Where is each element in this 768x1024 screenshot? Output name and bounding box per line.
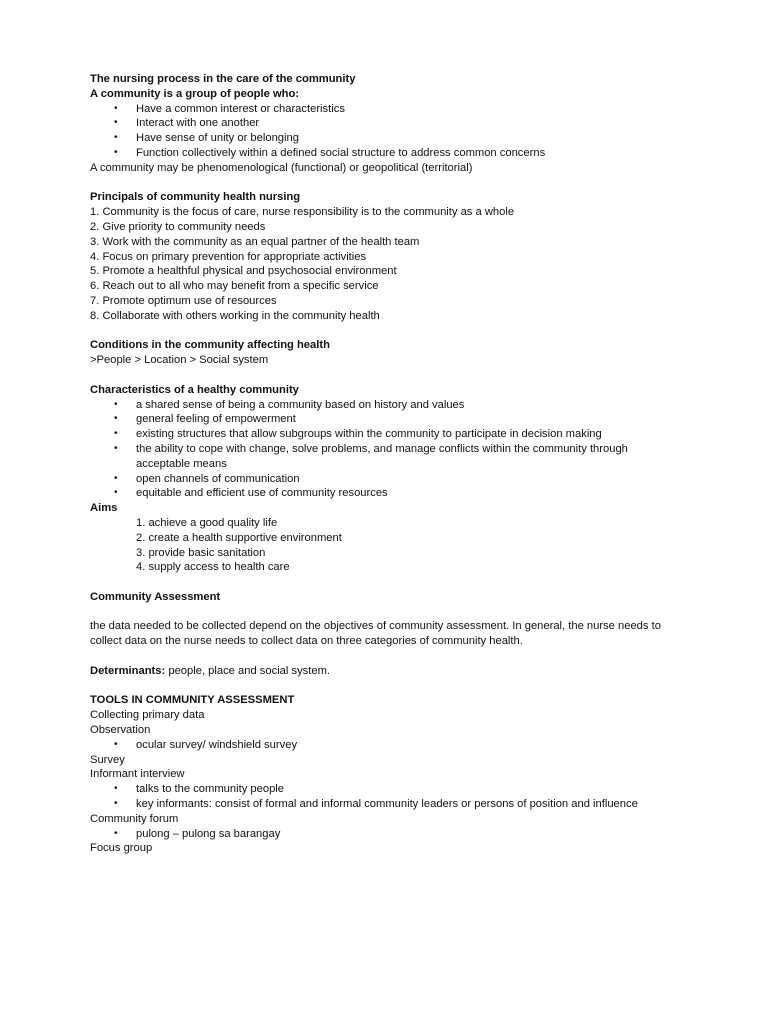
determinants-label: Determinants: xyxy=(90,664,166,677)
bullet-icon: • xyxy=(114,738,118,750)
list-item: • key informants: consist of formal and informal community leaders or persons of position and influence xyxy=(114,798,638,811)
bullet-icon: • xyxy=(114,428,118,440)
list-item: 4. supply access to health care xyxy=(136,561,290,574)
principal-item: 6. Reach out to all who may benefit from a specific service xyxy=(90,280,379,293)
document-page xyxy=(90,72,690,856)
principal-item: 7. Promote optimum use of resources xyxy=(90,294,277,307)
principal-item: 3. Work with the community as an equal partner of the health team xyxy=(90,235,420,248)
bullet-icon: • xyxy=(114,117,118,129)
list-item: • equitable and efficient use of community resources xyxy=(114,487,388,500)
list-item: • pulong – pulong sa barangay xyxy=(114,827,281,840)
list-item: • general feeling of empowerment xyxy=(114,413,296,426)
forum-bullet-list xyxy=(90,827,690,842)
bullet-icon: • xyxy=(114,146,118,158)
list-item: • Interact with one another xyxy=(114,117,260,130)
principal-item: 5. Promote a healthful physical and psychosocial environment xyxy=(90,265,397,278)
bullet-icon: • xyxy=(114,413,118,425)
bullet-icon: • xyxy=(114,442,118,454)
principal-item: 4. Focus on primary prevention for appropriate activities xyxy=(90,250,367,263)
observation-bullet-list xyxy=(90,738,690,753)
principal-item: 8. Collaborate with others working in the community health xyxy=(90,309,380,322)
list-item: • the ability to cope with change, solve problems, and manage conflicts within the community through acceptable means xyxy=(114,442,628,470)
list-item: • Have a common interest or characteristics xyxy=(114,102,345,115)
assessment-heading: Community Assessment xyxy=(90,590,221,603)
determinants-line xyxy=(90,664,690,679)
list-item: • a shared sense of being a community based on history and values xyxy=(114,398,465,411)
list-item: 3. provide basic sanitation xyxy=(136,546,266,559)
list-item: • ocular survey/ windshield survey xyxy=(114,738,298,751)
community-definition-heading: A community is a group of people who: xyxy=(90,87,300,100)
conditions-text: >People > Location > Social system xyxy=(90,354,269,367)
bullet-icon: • xyxy=(114,472,118,484)
list-item: • Function collectively within a defined social structure to address common concerns xyxy=(114,146,546,159)
aims-heading: Aims xyxy=(90,502,118,515)
determinants-text: people, place and social system. xyxy=(165,664,331,677)
bullet-icon: • xyxy=(114,132,118,144)
informant-bullet-list xyxy=(90,782,690,812)
list-item: 1. achieve a good quality life xyxy=(136,516,278,529)
principals-heading: Principals of community health nursing xyxy=(90,191,301,204)
bullet-icon: • xyxy=(114,783,118,795)
conditions-heading: Conditions in the community affecting health xyxy=(90,339,330,352)
community-bullet-list xyxy=(90,102,690,161)
characteristics-bullet-list xyxy=(90,398,690,502)
informant-interview-text: Informant interview xyxy=(90,768,185,781)
assessment-paragraph: the data needed to be collected depend on the objectives of community assessment. In general, the nurse needs to collect data on the nurse needs to collect data on three categories of community health. xyxy=(90,620,661,648)
bullet-icon: • xyxy=(114,102,118,114)
survey-text: Survey xyxy=(90,753,125,766)
collecting-primary-text: Collecting primary data xyxy=(90,709,205,722)
principal-item: 1. Community is the focus of care, nurse responsibility is to the community as a whole xyxy=(90,206,515,219)
list-item: • talks to the community people xyxy=(114,783,284,796)
bullet-icon: • xyxy=(114,398,118,410)
document-title: The nursing process in the care of the community xyxy=(90,73,356,85)
list-item: • existing structures that allow subgroups within the community to participate in decision making xyxy=(114,428,602,441)
observation-text: Observation xyxy=(90,724,151,737)
tools-heading: TOOLS IN COMMUNITY ASSESSMENT xyxy=(90,694,295,707)
community-type-text: A community may be phenomenological (functional) or geopolitical (territorial) xyxy=(90,161,473,174)
list-item: • open channels of communication xyxy=(114,472,300,485)
list-item: • Have sense of unity or belonging xyxy=(114,132,299,145)
bullet-icon: • xyxy=(114,798,118,810)
community-forum-text: Community forum xyxy=(90,812,179,825)
principal-item: 2. Give priority to community needs xyxy=(90,220,266,233)
bullet-icon: • xyxy=(114,487,118,499)
aims-list xyxy=(90,516,690,575)
focus-group-text: Focus group xyxy=(90,842,153,855)
list-item: 2. create a health supportive environment xyxy=(136,531,342,544)
characteristics-heading: Characteristics of a healthy community xyxy=(90,383,299,396)
bullet-icon: • xyxy=(114,827,118,839)
